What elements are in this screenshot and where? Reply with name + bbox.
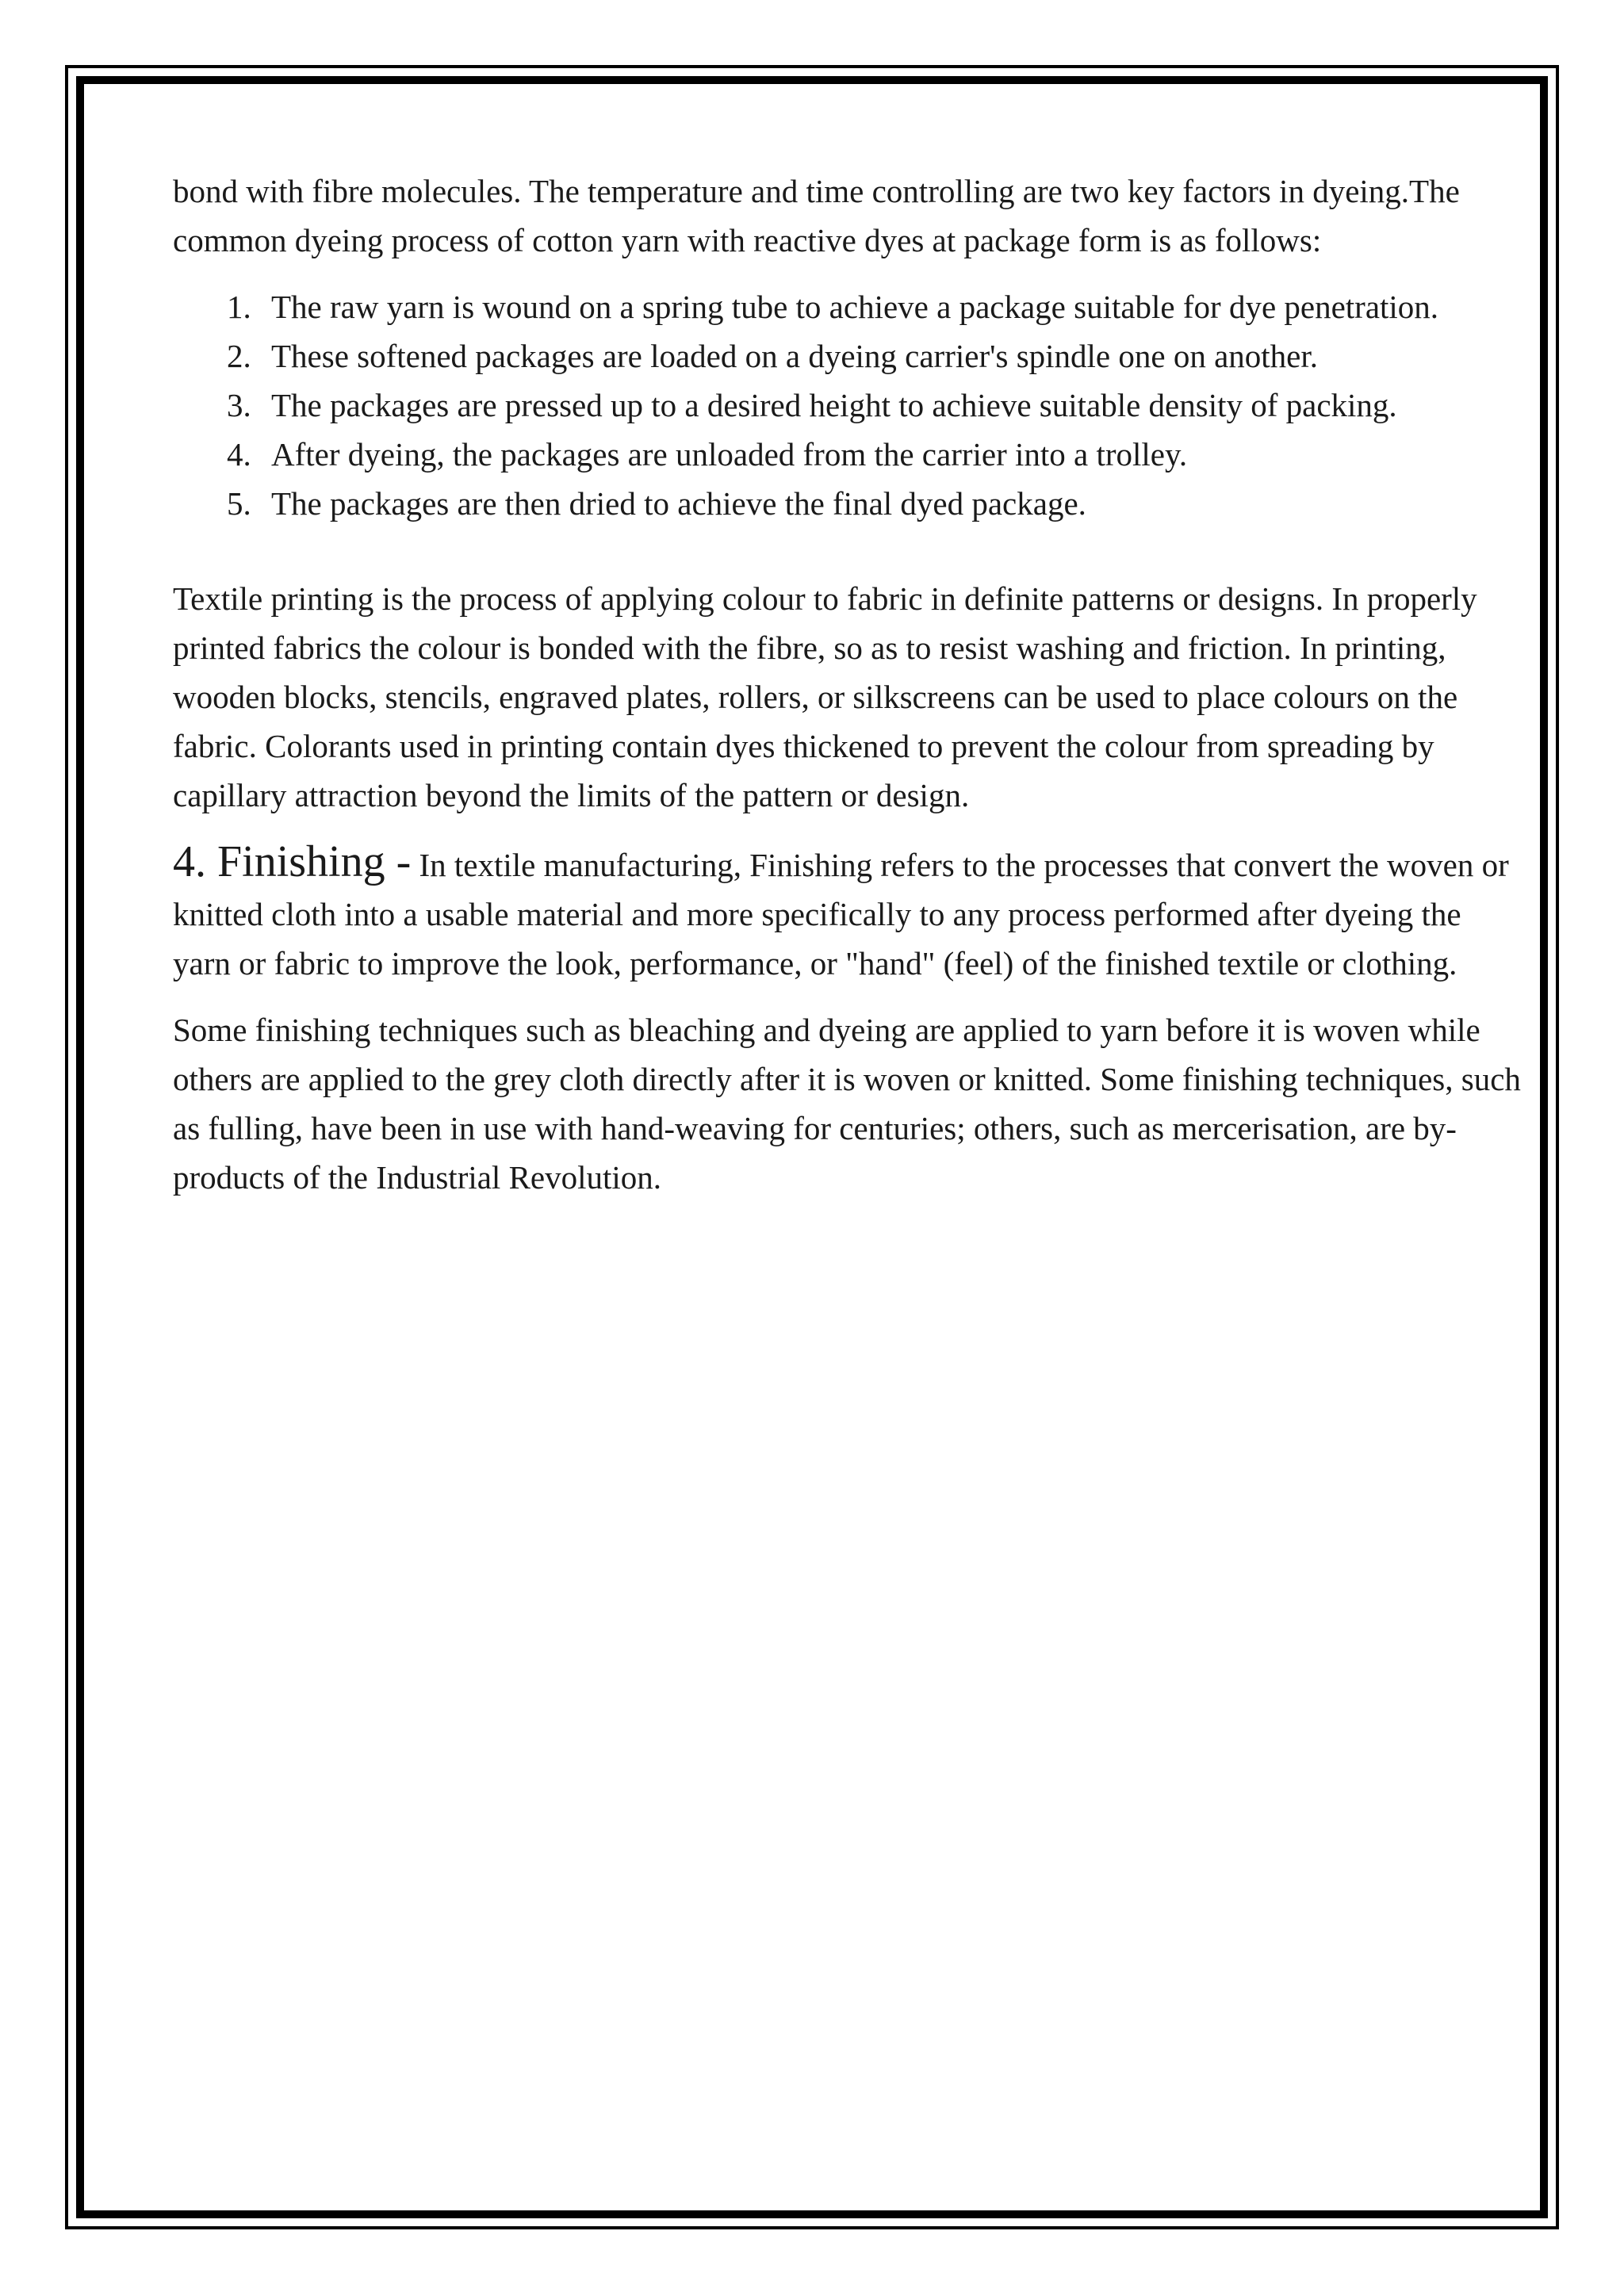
list-item [173,381,1521,430]
finishing-heading: 4. Finishing - [173,837,412,886]
list-item-number: 3. [227,387,251,423]
list-item-text: These softened packages are loaded on a dyeing carrier's spindle one on another. [271,338,1319,374]
finishing-paragraph [173,837,1521,988]
list-item-text: After dyeing, the packages are unloaded from the carrier into a trolley. [271,436,1188,473]
list-item-number: 1. [227,289,251,325]
intro-paragraph: bond with fibre molecules. The temperature and time controlling are two key factors in dyeing.The common dyeing process of cotton yarn with reactive dyes at package form is as follows: [173,173,1460,258]
list-item-number: 2. [227,338,251,374]
list-item-number: 4. [227,436,251,473]
list-item-number: 5. [227,485,251,522]
page-content [173,166,1521,1202]
dyeing-steps-list [173,282,1521,528]
list-item [173,331,1521,381]
printing-paragraph: Textile printing is the process of applying colour to fabric in definite patterns or designs. In properly printed fabrics the colour is bonded with the fibre, so as to resist washing and friction. In printing, wooden blocks, stencils, engraved plates, rollers, or silkscreens can be used to place colours on the fabric. Colorants used in printing contain dyes thickened to prevent the colour from spreading by capillary attraction beyond the limits of the pattern or design. [173,580,1477,813]
list-item-text: The raw yarn is wound on a spring tube to achieve a package suitable for dye penetration. [271,289,1439,325]
techniques-paragraph: Some finishing techniques such as bleaching and dyeing are applied to yarn before it is woven while others are applied to the grey cloth directly after it is woven or knitted. Some finishing techniques, such as fulling, have been in use with hand-weaving for centuries; others, such as mercerisation, are by-products of the Industrial Revolution. [173,1012,1521,1196]
list-item [173,479,1521,528]
list-item-text: The packages are pressed up to a desired height to achieve suitable density of packing. [271,387,1397,423]
list-item [173,430,1521,479]
list-item-text: The packages are then dried to achieve the final dyed package. [271,485,1086,522]
finishing-text: In textile manufacturing, Finishing refers to the processes that convert the woven or knitted cloth into a usable material and more specifically to any process performed after dyeing the yarn or fabric to improve the look, performance, or "hand" (feel) of the finished textile or clothing. [173,847,1509,982]
list-item [173,282,1521,331]
